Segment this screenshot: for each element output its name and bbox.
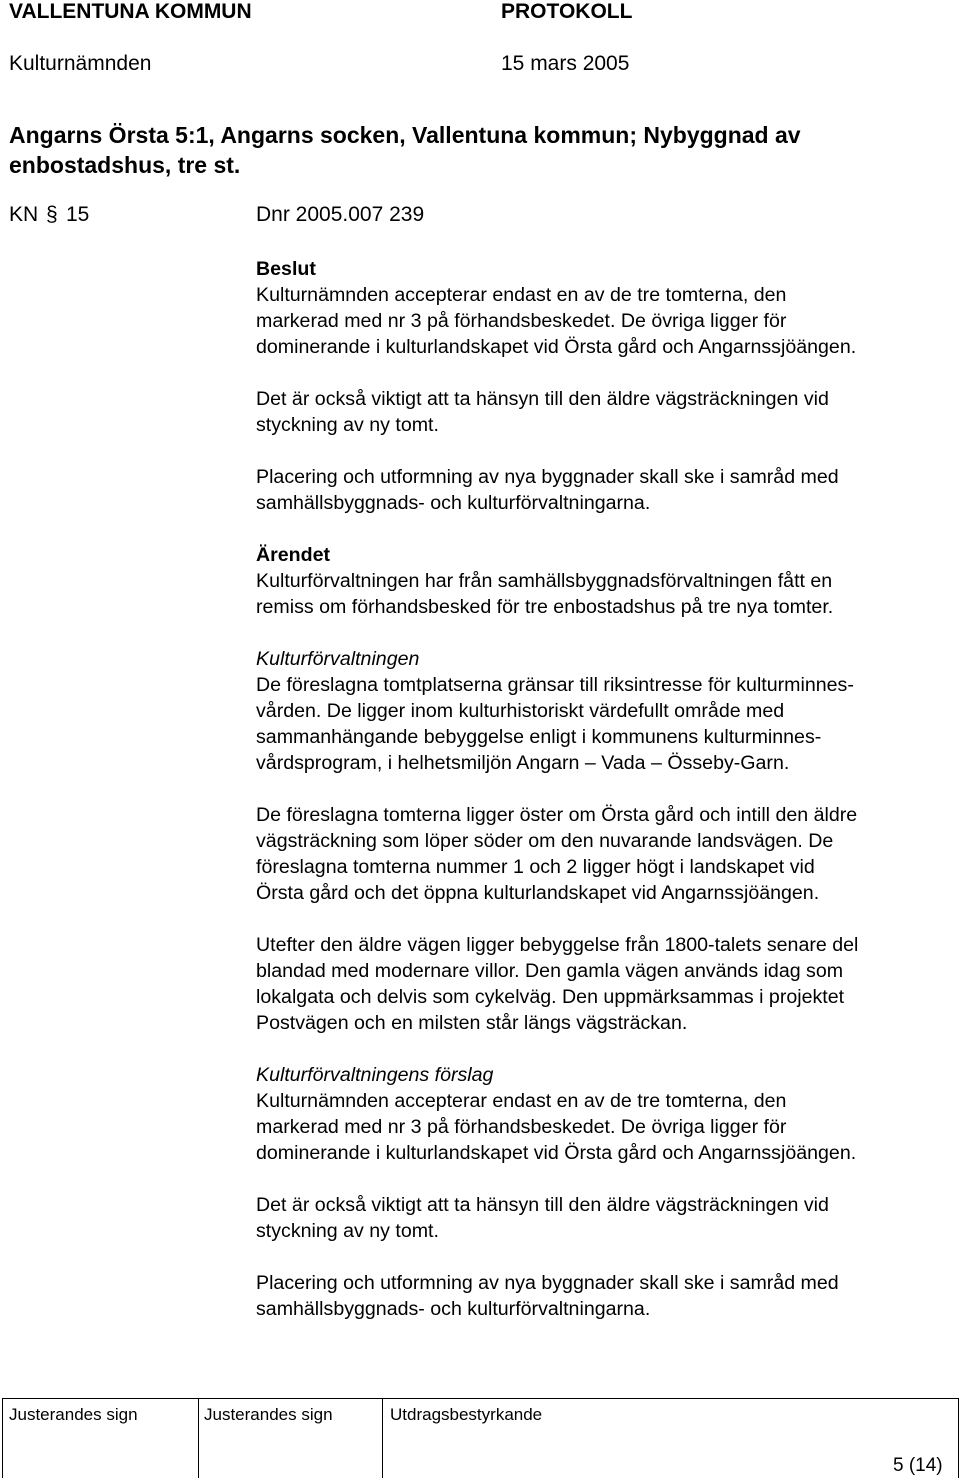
registration-number: Dnr 2005.007 239	[256, 203, 425, 226]
case-title-line-1: Angarns Örsta 5:1, Angarns socken, Vallentuna kommun; Nybyggnad av	[9, 122, 801, 148]
paragraph-line: föreslagna tomterna nummer 1 och 2 ligger högt i landskapet vid	[256, 856, 815, 878]
page-number: 5 (14)	[893, 1455, 943, 1476]
paragraph-line: Kulturnämnden accepterar endast en av de tre tomterna, den	[256, 1090, 787, 1112]
footer-cell-border	[958, 1398, 959, 1478]
paragraph-line: styckning av ny tomt.	[256, 1220, 439, 1242]
paragraph-line: styckning av ny tomt.	[256, 414, 439, 436]
signature-label-1: Justerandes sign	[9, 1405, 138, 1424]
paragraph-line: vägsträckning som löper söder om den nuvarande landsvägen. De	[256, 830, 834, 852]
paragraph-line: dominerande i kulturlandskapet vid Örsta gård och Angarnssjöängen.	[256, 1142, 857, 1164]
paragraph-line: sammanhängande bebyggelse enligt i kommunens kulturminnes-	[256, 726, 822, 748]
paragraph-line: Det är också viktigt att ta hänsyn till den äldre vägsträckningen vid	[256, 1194, 829, 1216]
paragraph-line: vården. De ligger inom kulturhistoriskt värdefullt område med	[256, 700, 785, 722]
paragraph-line: Kulturförvaltningen har från samhällsbyggnadsförvaltningen fått en	[256, 570, 833, 592]
footer-cell-border	[382, 1398, 383, 1478]
kulturforvaltningen-heading: Kulturförvaltningen	[256, 648, 420, 670]
paragraph-line: De föreslagna tomtplatserna gränsar till riksintresse för kulturminnes-	[256, 674, 854, 696]
case-kn-label: KN	[9, 203, 39, 226]
paragraph-line: remiss om förhandsbesked för tre enbostadshus på tre nya tomter.	[256, 596, 834, 618]
extract-certification-label: Utdragsbestyrkande	[390, 1405, 543, 1424]
case-number: 15	[66, 203, 90, 226]
paragraph-line: Kulturnämnden accepterar endast en av de tre tomterna, den	[256, 284, 787, 306]
paragraph-line: samhällsbyggnads- och kulturförvaltningarna.	[256, 492, 651, 514]
paragraph-line: samhällsbyggnads- och kulturförvaltningarna.	[256, 1298, 651, 1320]
committee-name: Kulturnämnden	[9, 52, 152, 75]
paragraph-line: lokalgata och delvis som cykelväg. Den uppmärksammas i projektet	[256, 986, 845, 1008]
arendet-heading: Ärendet	[256, 544, 331, 566]
signature-label-2: Justerandes sign	[204, 1405, 333, 1424]
paragraph-line: Placering och utformning av nya byggnader skall ske i samråd med	[256, 1272, 839, 1294]
paragraph-line: dominerande i kulturlandskapet vid Örsta gård och Angarnssjöängen.	[256, 336, 857, 358]
meeting-date: 15 mars 2005	[501, 52, 630, 75]
paragraph-line: Örsta gård och det öppna kulturlandskapet vid Angarnssjöängen.	[256, 882, 820, 904]
forslag-heading: Kulturförvaltningens förslag	[256, 1064, 494, 1086]
footer-cell-border	[2, 1398, 3, 1478]
paragraph-line: Postvägen och en milsten står längs vägsträckan.	[256, 1012, 688, 1034]
footer-top-rule	[2, 1398, 958, 1399]
document-body	[256, 256, 956, 1322]
paragraph-line: vårdsprogram, i helhetsmiljön Angarn – Vada – Össeby-Garn.	[256, 752, 790, 774]
paragraph-line: Det är också viktigt att ta hänsyn till den äldre vägsträckningen vid	[256, 388, 829, 410]
document-type: PROTOKOLL	[501, 0, 633, 23]
beslut-heading: Beslut	[256, 258, 316, 280]
case-title-line-2: enbostadshus, tre st.	[9, 152, 241, 178]
section-sign: §	[46, 203, 58, 226]
paragraph-line: De föreslagna tomterna ligger öster om Örsta gård och intill den äldre	[256, 804, 858, 826]
paragraph-line: markerad med nr 3 på förhandsbeskedet. De övriga ligger för	[256, 1116, 787, 1138]
paragraph-line: Placering och utformning av nya byggnader skall ske i samråd med	[256, 466, 839, 488]
paragraph-line: blandad med modernare villor. Den gamla vägen används idag som	[256, 960, 844, 982]
footer-cell-border	[198, 1398, 199, 1478]
paragraph-line: markerad med nr 3 på förhandsbeskedet. De övriga ligger för	[256, 310, 787, 332]
organization-name: VALLENTUNA KOMMUN	[9, 0, 252, 23]
paragraph-line: Utefter den äldre vägen ligger bebyggelse från 1800-talets senare del	[256, 934, 859, 956]
